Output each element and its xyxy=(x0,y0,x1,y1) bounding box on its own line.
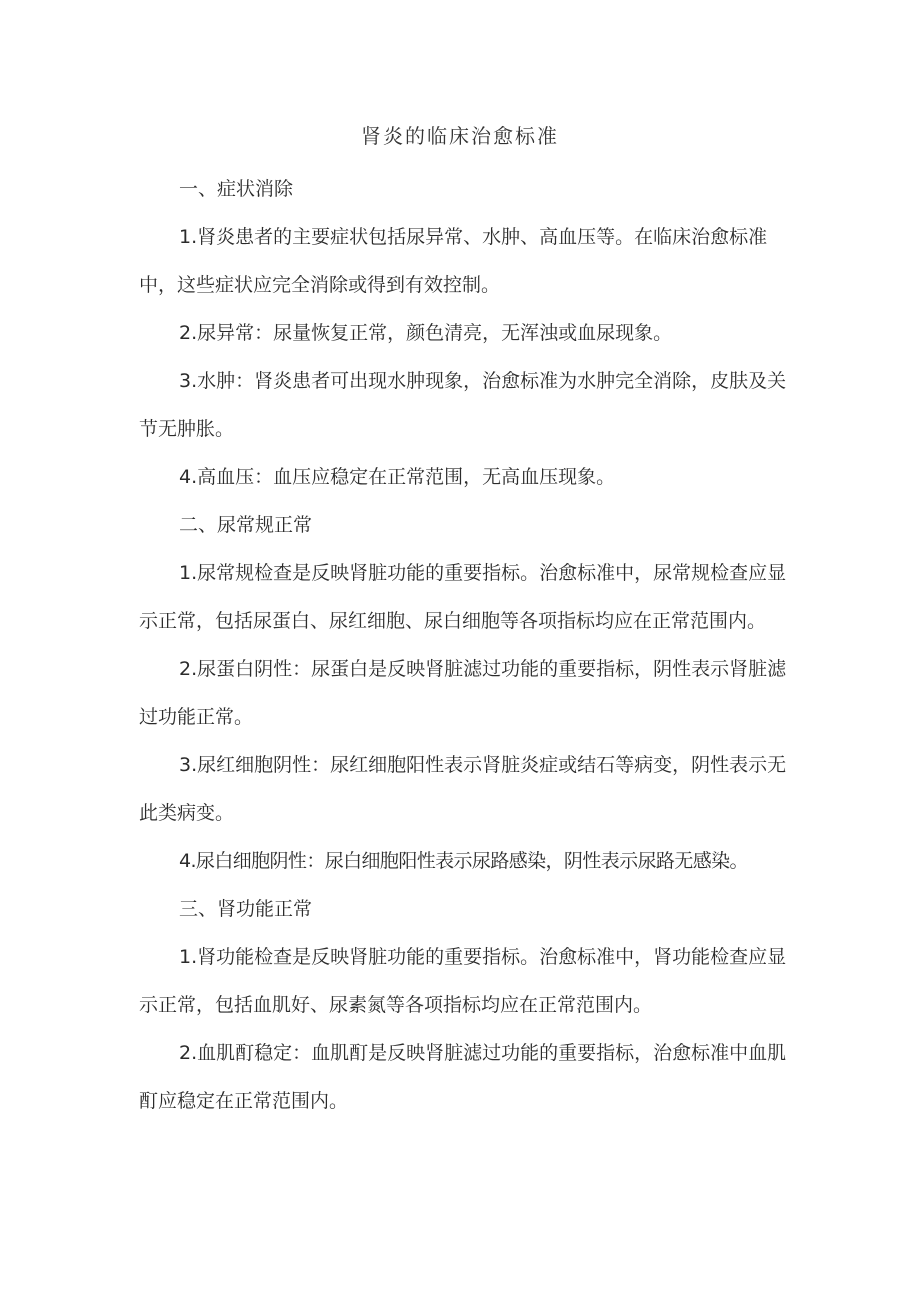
paragraph: 2.尿异常：尿量恢复正常，颜色清亮，无浑浊或血尿现象。 xyxy=(179,322,673,344)
paragraph: 2.尿蛋白阴性：尿蛋白是反映肾脏滤过功能的重要指标，阴性表示肾脏滤过功能正常。 xyxy=(139,658,787,728)
document-body xyxy=(139,165,795,1125)
paragraph: 2.血肌酊稳定：血肌酊是反映肾脏滤过功能的重要指标，治愈标准中血肌酊应稳定在正常范围内。 xyxy=(139,1042,787,1112)
document-title: 肾炎的临床治愈标准 xyxy=(361,124,559,148)
section-heading-1: 一、症状消除 xyxy=(179,178,294,200)
paragraph: 1.肾功能检查是反映肾脏功能的重要指标。治愈标准中，肾功能检查应显示正常，包括血肌好、尿素氮等各项指标均应在正常范围内。 xyxy=(139,946,787,1016)
section-heading-3: 三、肾功能正常 xyxy=(179,898,313,920)
paragraph: 4.尿白细胞阴性：尿白细胞阳性表示尿路感染，阴性表示尿路无感染。 xyxy=(179,850,748,872)
section-heading-2: 二、尿常规正常 xyxy=(179,514,313,536)
paragraph: 3.水肿：肾炎患者可出现水肿现象，治愈标准为水肿完全消除，皮肤及关节无肿胀。 xyxy=(139,370,787,440)
paragraph: 3.尿红细胞阴性：尿红细胞阳性表示肾脏炎症或结石等病变，阴性表示无此类病变。 xyxy=(139,754,787,824)
paragraph: 1.尿常规检查是反映肾脏功能的重要指标。治愈标准中，尿常规检查应显示正常，包括尿蛋白、尿红细胞、尿白细胞等各项指标均应在正常范围内。 xyxy=(139,562,787,632)
paragraph: 1.肾炎患者的主要症状包括尿异常、水肿、高血压等。在临床治愈标准中，这些症状应完全消除或得到有效控制。 xyxy=(139,226,768,296)
paragraph: 4.高血压：血压应稳定在正常范围，无高血压现象。 xyxy=(179,466,616,488)
